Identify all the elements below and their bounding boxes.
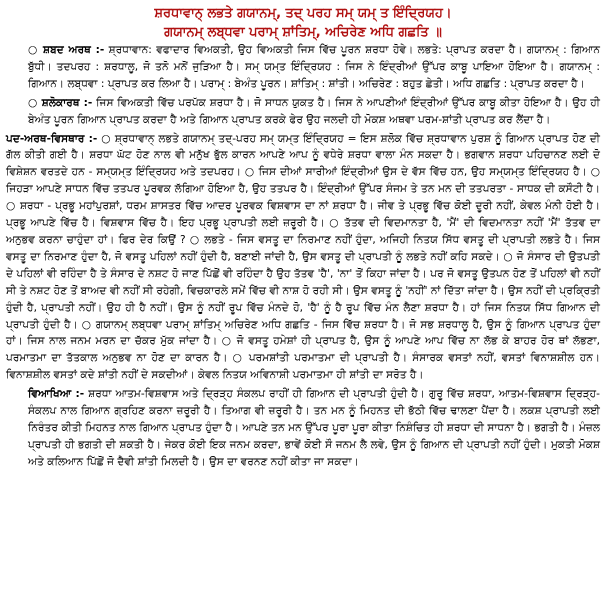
pad-arth-heading: ਪਦ-ਅਰਥ-ਵਿਸਥਾਰ :- (6, 132, 98, 145)
shlokarth-heading: ○ ਸ਼ਲੋਕਾਰਥ :- (28, 96, 93, 109)
verse-line-1: ਸ਼ਰਧਾਵਾਨ੍ ਲਭਤੇ ਗਯਾਨਮ੍, ਤਦ੍ ਪਰਹ ਸਮ੍ ਯਮ੍ ਤ ਇੰਦ੍ਰਿਯਹ। (154, 6, 452, 21)
verse-line-2: ਗਯਾਨਮ੍ ਲਬ੍ਧਵਾ ਪਰਾਮ੍ ਸ਼ਾਂਤਿਮ੍, ਅਚਿਰੇਣ ਅਧਿ ਗਛਤਿ ॥ (164, 25, 442, 40)
shlokarth-section (6, 95, 600, 129)
pad-arth-section (6, 131, 600, 385)
shabad-arth-heading: ○ ਸ਼ਬਦ ਅਰਥ :- (28, 44, 105, 56)
shlokarth-text: ਜਿਸ ਵਿਅਕਤੀ ਵਿੱਚ ਪਰਪੱਕ ਸ਼ਰਧਾ ਹੈ। ਜੋ ਸਾਧਨ ਯੁਕਤ ਹੈ। ਜਿਸ ਨੇ ਆਪਣੀਆਂ ਇੰਦ੍ਰੀਆਂ ਉੱਪਰ ਕਾਬੂ ਕੀਤਾ ਹੋਇਆ ਹੈ। ਉਹ ਹੀ ਬੇਅੰਤ ਪੂਰਨ ਗਿਆਨ ਪ੍ਰਾਪਤ ਕਰਦਾ ਹੈ ਅਤੇ ਗਿਆਨ ਪ੍ਰਾਪਤ ਕਰਕੇ ਫੇਰ ਉਹ ਜਲਦੀ ਹੀ ਮੋਕਸ਼ ਅਥਵਾ ਪਰਮ-ਸ਼ਾਂਤੀ ਪ੍ਰਾਪਤ ਕਰ ਲੈਂਦਾ ਹੈ। (28, 96, 600, 126)
viakhia-text: ਸ਼ਰਧਾ ਆਤਮ-ਵਿਸ਼ਵਾਸ ਅਤੇ ਦ੍ਰਿੜ੍ਹ ਸੰਕਲਪ ਰਾਹੀਂ ਹੀ ਗਿਆਨ ਦੀ ਪ੍ਰਾਪਤੀ ਹੁੰਦੀ ਹੈ। ਗੁਰੂ ਵਿੱਚ ਸ਼ਰਧਾ, ਆਤਮ-ਵਿਸ਼ਵਾਸ ਦ੍ਰਿੜ੍ਹ-ਸੰਕਲਪ ਨਾਲ ਗਿਆਨ ਗ੍ਰਹਿਣ ਕਰਨਾ ਜ਼ਰੂਰੀ ਹੈ। ਤਿਆਗ ਵੀ ਜ਼ਰੂਰੀ ਹੈ। ਤਨ ਮਨ ਨੂੰ ਮਿਹਨਤ ਦੀ ਭੱਠੀ ਵਿੱਚ ਢਾਲਣਾ ਪੈਂਦਾ ਹੈ। ਲਕਸ਼ ਪ੍ਰਾਪਤੀ ਲਈ ਨਿਰੰਤਰ ਕੀਤੀ ਮਿਹਨਤ ਨਾਲ ਗਿਆਨ ਪ੍ਰਾਪਤ ਹੁੰਦਾ ਹੈ। ਆਪਣੇ ਤਨ ਮਨ ਉੱਪਰ ਪੂਰਾ ਪੂਰਾ ਕੀਤਾ ਨਿਸ਼ੰਚਿਤ ਹੀ ਸ਼ਰਧਾ ਦੀ ਸਾਧਨਾ ਹੈ। ਭਗਤੀ ਹੈ। ਮੰਜ਼ਲ ਪ੍ਰਾਪਤੀ ਹੀ ਭਗਤੀ ਦੀ ਸ਼ਕਤੀ ਹੈ। ਜੇਕਰ ਕੋਈ ਇਕ ਜਨਮ ਕਰਦਾ, ਭਾਵੇਂ ਕੋਈ ਸੌ ਜਨਮ ਲੈ ਲਵੇ, ਉਸ ਨੂੰ ਗਿਆਨ ਦੀ ਪ੍ਰਾਪਤੀ ਨਹੀਂ ਹੁੰਦੀ। ਮੁਕਤੀ ਮੋਕਸ਼ ਅਤੇ ਕਲਿਆਨ ਪਿੱਛੋਂ ਜੋ ਦੈਵੀ ਸ਼ਾਂਤੀ ਮਿਲਦੀ ਹੈ। ਉਸ ਦਾ ਵਰਨਣ ਨਹੀਂ ਕੀਤਾ ਜਾ ਸਕਦਾ। (28, 388, 601, 468)
pad-arth-text: ○ ਸ਼੍ਰਧਾਵਾਨ੍ ਲਭਤੇ ਗਯਾਨਮ੍ ਤਦ੍-ਪਰਹ ਸਮ੍ ਯਮ੍ਤ ਇੰਦ੍ਰਿਯਹ = ਇਸ ਸ਼ਲੋਕ ਵਿੱਚ ਸ਼੍ਰਧਾਵਾਨ ਪੁਰਸ਼ ਨੂੰ ਗਿਆਨ ਪ੍ਰਾਪਤ ਹੋਣ ਦੀ ਗੱਲ ਕੀਤੀ ਗਈ ਹੈ। ਸ਼ਰਧਾ ਘੱਟ ਹੋਣ ਨਾਲ ਵੀ ਮਨੁੱਖ ਭੁੱਲ ਕਾਰਨ ਆਪਣੇ ਆਪ ਨੂੰ ਵਧੇਰੇ ਸ਼ਰਧਾ ਵਾਲਾ ਮੰਨ ਸਕਦਾ ਹੈ। ਭਗਵਾਨ ਸ਼ਰਧਾ ਪਹਿਚਾਨਣ ਲਈ ਦੋ ਵਿਸ਼ੇਸ਼ਨ ਵਰਤਦੇ ਹਨ - ਸਮ੍ਯਮ੍ਤ ਇੰਦ੍ਰਿਯਹ ਅਤੇ ਤਦਪਰਹ। ○ ਜਿਸ ਦੀਆਂ ਸਾਰੀਆਂ ਇੰਦ੍ਰੀਆਂ ਉਸ ਦੇ ਵੱਸ ਵਿੱਚ ਹਨ, ਉਹ ਸਮ੍ਯਮ੍ਤ ਇੰਦ੍ਰਿਯਹ ਹੈ। ○ ਜਿਹੜਾ ਆਪਣੇ ਸਾਧਨ ਵਿੱਚ ਤਤਪਰ ਪੂਰਵਕ ਲੱਗਿਆ ਹੋਇਆ ਹੈ, ਉਹ ਤਤਪਰ ਹੈ। ਇੰਦ੍ਰੀਆਂ ਉੱਪਰ ਸੰਜਮ ਤੇ ਤਨ ਮਨ ਦੀ ਤਤਪਰਤਾ - ਸਾਧਕ ਦੀ ਕਸੌਟੀ ਹੈ। ○ ਸ਼ਰਧਾ - ਪ੍ਰਭੂ ਮਹਾਂਪੁਰਸ਼ਾਂ, ਧਰਮ ਸ਼ਾਸਤਰ ਵਿੱਚ ਆਦਰ ਪੂਰਵਕ ਵਿਸ਼ਵਾਸ ਦਾ ਨਾਂ ਸ਼ਰਧਾ ਹੈ। ਜੀਵ ਤੇ ਪ੍ਰਭੂ ਵਿੱਚ ਕੋਈ ਦੂਰੀ ਨਹੀਂ, ਕੇਵਲ ਮੰਨੀ ਹੋਈ ਹੈ। ਪ੍ਰਭੂ ਆਪਣੇ ਵਿੱਚ ਹੈ। ਵਿਸ਼ਵਾਸ ਵਿੱਚ ਹੈ। ਇਹ ਪ੍ਰਭੂ ਪ੍ਰਾਪਤੀ ਲਈ ਜ਼ਰੂਰੀ ਹੈ। ○ ਤੱਤਵ ਦੀ ਵਿਦਮਾਨਤਾ ਹੈ, 'ਮੈਂ' ਦੀ ਵਿਦਮਾਨਤਾ ਨਹੀਂ 'ਮੈਂ' ਤੱਤਵ ਦਾ ਅਨੁਭਵ ਕਰਨਾ ਚਾਹੁੰਦਾ ਹਾਂ। ਫਿਰ ਦੇਰ ਕਿਉਂ ? ○ ਲਭਤੇ - ਜਿਸ ਵਸਤੂ ਦਾ ਨਿਰਮਾਣ ਨਹੀਂ ਹੁੰਦਾ, ਅਜਿਹੀ ਨਿਤਯ ਸਿੱਧ ਵਸਤੂ ਦੀ ਪ੍ਰਾਪਤੀ ਲਭਤੇ ਹੈ। ਜਿਸ ਵਸਤੂ ਦਾ ਨਿਰਮਾਣ ਹੁੰਦਾ ਹੈ, ਜੋ ਵਸਤੂ ਪਹਿਲਾਂ ਨਹੀਂ ਹੁੰਦੀ ਹੈ, ਬਣਾਈ ਜਾਂਦੀ ਹੈ, ਉਸ ਵਸਤੂ ਦੀ ਪ੍ਰਾਪਤੀ ਨੂੰ ਲਭਤੇ ਨਹੀਂ ਕਹਿ ਸਕਦੇ। ○ ਜੋ ਸੰਸਾਰ ਦੀ ਉਤਪਤੀ ਦੇ ਪਹਿਲਾਂ ਵੀ ਰਹਿੰਦਾ ਹੈ ਤੇ ਸੰਸਾਰ ਦੇ ਨਸ਼ਟ ਹੋ ਜਾਣ ਪਿੱਛੋਂ ਵੀ ਰਹਿੰਦਾ ਹੈ ਉਹ ਤੱਤਵ 'ਹੈ', 'ਨਾ' ਤੋਂ ਕਿਹਾ ਜਾਂਦਾ ਹੈ। ਪਰ ਜੋ ਵਸਤੂ ਉਤਪਨ ਹੋਣ ਤੋਂ ਪਹਿਲਾਂ ਵੀ ਨਹੀਂ ਸੀ ਤੇ ਨਸ਼ਟ ਹੋਣ ਤੋਂ ਬਾਅਦ ਵੀ ਨਹੀਂ ਸੀ ਰਹੇਗੀ, ਵਿਚਕਾਰਲੇ ਸਮੇਂ ਵਿੱਚ ਵੀ ਨਾਸ਼ ਹੋ ਰਹੀ ਸੀ। ਉਸ ਵਸਤੂ ਨੂੰ 'ਨਹੀਂ' ਨਾਂ ਦਿੱਤਾ ਜਾਂਦਾ ਹੈ। ਉਸ ਨਹੀਂ ਦੀ ਪ੍ਰਕ੍ਰਿਤੀ ਹੁੰਦੀ ਹੈ, ਪ੍ਰਾਪਤੀ ਨਹੀਂ। ਉਹ ਹੀ ਹੈ ਨਹੀਂ। ਉਸ ਨੂੰ ਨਹੀਂ ਰੂਪ ਵਿੱਚ ਮੰਨਦੇ ਹੋ, 'ਹੈ' ਨੂੰ ਹੈ ਰੂਪ ਵਿੱਚ ਮੰਨ ਲੈਣਾ ਸ਼ਰਧਾ ਹੈ। ਹਾਂ ਜਿਸ ਨਿਤਯ ਸਿੱਧ ਗਿਆਨ ਦੀ ਪ੍ਰਾਪਤੀ ਹੁੰਦੀ ਹੈ। ○ ਗਯਾਨਮ੍ ਲਬ੍ਧਵਾ ਪਰਾਮ੍ ਸ਼ਾਂਤਿਮ੍ ਅਚਿਰੇਣ ਅਧਿ ਗਛਤਿ - ਜਿਸ ਵਿੱਚ ਸ਼ਰਧਾ ਹੈ। ਜੋ ਸਭ ਸ਼ਰਧਾਲੂ ਹੈ, ਉਸ ਨੂੰ ਗਿਆਨ ਪ੍ਰਾਪਤ ਹੁੰਦਾ ਹਾਂ। ਜਿਸ ਨਾਲ ਜਨਮ ਮਰਨ ਦਾ ਚੱਕਰ ਮੁੱਕ ਜਾਂਦਾ ਹੈ। ○ ਜੋ ਵਸਤੂ ਹਮੇਸ਼ਾਂ ਹੀ ਪ੍ਰਾਪਤ ਹੈ, ਉਸ ਨੂੰ ਆਪਣੇ ਆਪ ਵਿੱਚ ਨਾ ਲੱਭ ਕੇ ਬਾਹਰ ਹੋਰ ਥਾਂ ਲੱਭਣਾ, ਪਰਮਾਤਮਾ ਦਾ ਤੱਤਕਾਲ ਅਨੁਭਵ ਨਾ ਹੋਣ ਦਾ ਕਾਰਨ ਹੈ। ○ ਪਰਮਸ਼ਾਂਤੀ ਪਰਮਾਤਮਾ ਦੀ ਪ੍ਰਾਪਤੀ ਹੈ। ਸੰਸਾਰਕ ਵਸਤਾਂ ਨਹੀਂ, ਵਸਤਾਂ ਵਿਨਾਸ਼ਸ਼ੀਲ ਹਨ। ਵਿਨਾਸ਼ਸ਼ੀਲ ਵਸਤਾਂ ਕਦੇ ਸ਼ਾਂਤੀ ਨਹੀਂ ਦੇ ਸਕਦੀਆਂ। ਕੇਵਲ ਨਿਤਯ ਅਵਿਨਾਸ਼ੀ ਪਰਮਾਤਮਾ ਹੀ ਸ਼ਾਂਤੀ ਦਾ ਸਰੋਤ ਹੈ। (6, 132, 600, 382)
verse-block (6, 4, 600, 42)
shabad-arth-section (6, 42, 600, 93)
shabad-arth-text: ਸ਼੍ਰਧਾਵਾਨ: ਵਫਾਦਾਰ ਵਿਅਕਤੀ, ਉਹ ਵਿਅਕਤੀ ਜਿਸ ਵਿੱਚ ਪੂਰਨ ਸ਼ਰਧਾ ਹੋਵੇ। ਲਭਤੇ: ਪ੍ਰਾਪਤ ਕਰਦਾ ਹੈ। ਗਯਾਨਮ੍ : ਗਿਆਨ ਬੁੱਧੀ। ਤਦਪਰਹ : ਸ਼ਰਧਾਲੂ, ਜੋ ਤਨੋ ਮਨੋਂ ਜੁੜਿਆ ਹੈ। ਸਮ੍ ਯਮ੍ਤ ਇੰਦ੍ਰਿਯਹ : ਜਿਸ ਨੇ ਇੰਦ੍ਰੀਆਂ ਉੱਪਰ ਕਾਬੂ ਪਾਇਆ ਹੋਇਆ ਹੈ। ਗਯਾਨਮ੍ : ਗਿਆਨ। ਲਬ੍ਧਵਾ : ਪ੍ਰਾਪਤ ਕਰ ਲਿਆ ਹੈ। ਪਰਾਮ੍ : ਬੇਅੰਤ ਪੂਰਨ। ਸ਼ਾਂਤਿਮ੍ : ਸ਼ਾਂਤੀ। ਅਚਿਰੇਣ : ਬਹੁਤ ਛੇਤੀ। ਅਧਿ ਗਛਤਿ : ਪ੍ਰਾਪਤ ਕਰਦਾ ਹੈ। (28, 44, 600, 90)
viakhia-heading: ਵਿਆਖਿਆ :- (28, 388, 85, 401)
viakhia-section (6, 386, 600, 471)
